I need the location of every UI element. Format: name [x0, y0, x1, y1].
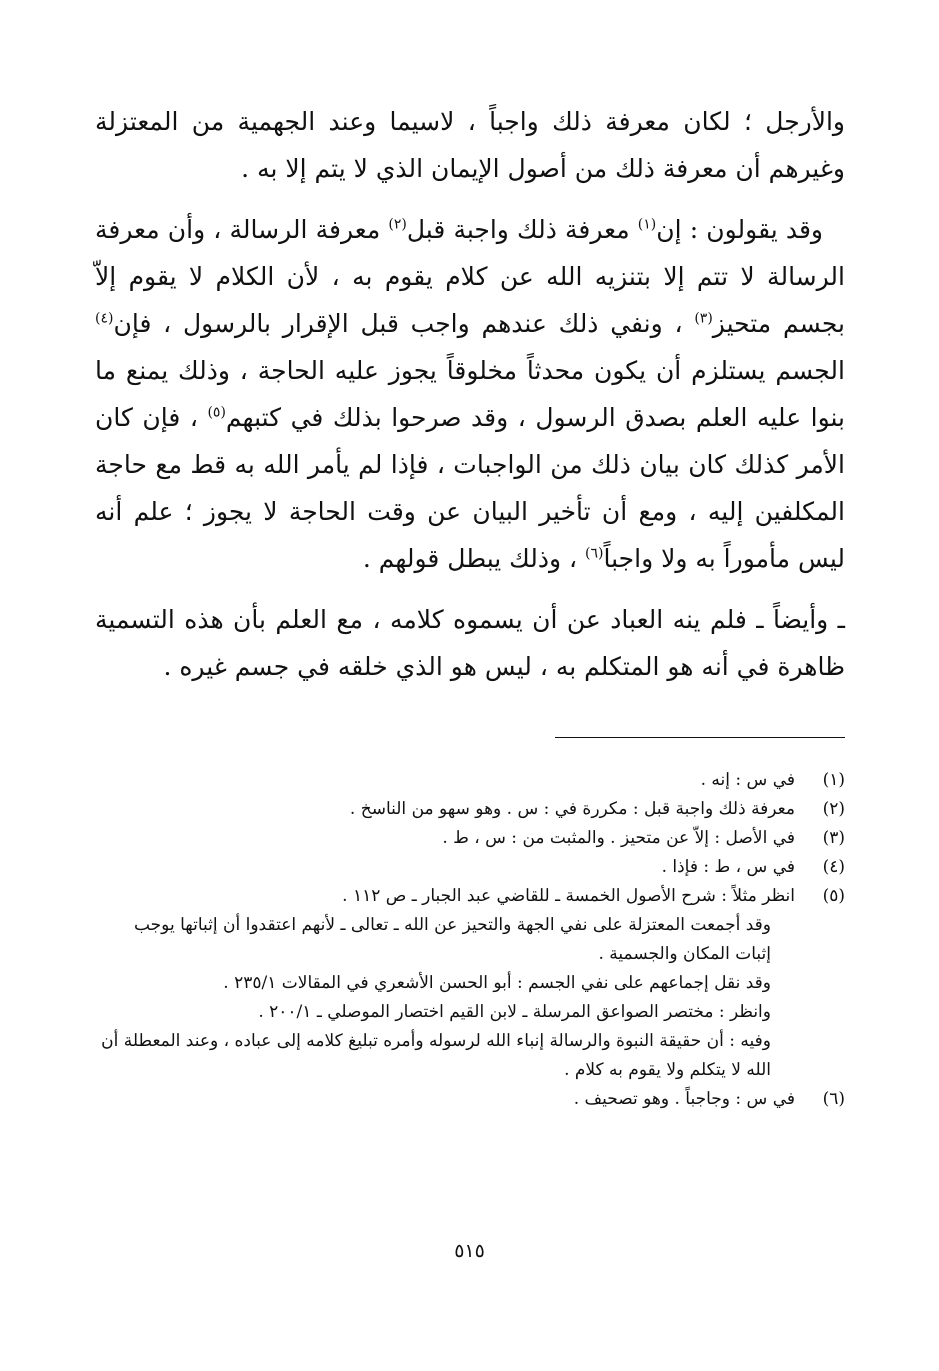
- footnote-5: [95, 882, 845, 911]
- footnote-text: معرفة ذلك واجبة قبل : مكررة في : س . وهو سهو من الناسخ .: [349, 799, 795, 819]
- footnote-ref[interactable]: (٥): [207, 404, 226, 421]
- footnote-text: وانظر : مختصر الصواعق المرسلة ـ لابن القيم اختصار الموصلي ـ ٢٠٠/١ .: [258, 1002, 771, 1022]
- text-run: ـ وأيضاً ـ فلم ينه العباد عن أن يسموه كلامه ، مع العلم بأن هذه التسمية ظاهرة في أنه هو المتكلم به ، ليس هو الذي خلقه في جسم غيره .: [95, 605, 845, 681]
- footnote-5-continuation: [95, 911, 845, 969]
- footnote-5-continuation: [95, 969, 845, 998]
- footnote-3: [95, 824, 845, 853]
- footnote-4: [95, 853, 845, 882]
- text-run: ، فإن كان الأمر كذلك كان بيان ذلك من الواجبات ، فإذا لم يأمر الله به قط مع حاجة المكلفين إليه ، ومع أن تأخير البيان عن وقت الحاجة لا يجوز ؛ علم أنه ليس مأموراً به ولا واجباً: [95, 403, 845, 573]
- footnote-1: [95, 766, 845, 795]
- footnote-number: (١): [822, 770, 845, 790]
- text-run: ، ونفي ذلك عندهم واجب قبل الإقرار بالرسول ، فإن: [113, 309, 695, 338]
- footnote-text: في س : وجاجباً . وهو تصحيف .: [573, 1089, 795, 1109]
- paragraph-2: [95, 206, 845, 582]
- footnote-text: في الأصل : إلاّ عن متحيز . والمثبت من : س ، ط .: [442, 828, 795, 848]
- text-run: ، وذلك يبطل قولهم .: [362, 544, 586, 573]
- footnote-2: [95, 795, 845, 824]
- footnote-ref[interactable]: (٤): [95, 310, 114, 327]
- footnotes: [95, 766, 845, 1114]
- footnote-ref[interactable]: (٢): [388, 216, 407, 233]
- footnote-ref[interactable]: (٣): [694, 310, 713, 327]
- footnote-text: في س : إنه .: [700, 770, 795, 790]
- footnote-number: (٢): [822, 799, 845, 819]
- text-run: الجسم يستلزم أن يكون محدثاً مخلوقاً يجوز عليه الحاجة ، وذلك يمنع ما بنوا عليه العلم بصدق الرسول ، وقد صرحوا بذلك في كتبهم: [95, 356, 845, 432]
- page-number: ٥١٥: [454, 1240, 485, 1262]
- text-run: معرفة الرسالة ، وأن معرفة الرسالة لا تتم إلا بتنزيه الله عن كلام يقوم به ، لأن الكلام لا يقوم إلاّ بجسم متحيز: [95, 215, 845, 338]
- footnote-number: (٤): [822, 857, 845, 877]
- footnote-number: (٥): [822, 886, 845, 906]
- footnote-ref[interactable]: (٦): [585, 545, 604, 562]
- footnote-number: (٣): [822, 828, 845, 848]
- main-text: [95, 98, 845, 704]
- footnote-text: انظر مثلاً : شرح الأصول الخمسة ـ للقاضي عبد الجبار ـ ص ١١٢ .: [342, 886, 795, 906]
- paragraph-1: [95, 98, 845, 192]
- footnote-text: وفيه : أن حقيقة النبوة والرسالة إنباء الله لرسوله وأمره تبليغ كلامه إلى عباده ، وعند المعطلة أن الله لا يتكلم ولا يقوم به كلام .: [101, 1031, 771, 1080]
- footnote-text: في س ، ط : فإذا .: [661, 857, 795, 877]
- footnote-number: (٦): [822, 1089, 845, 1109]
- footnote-text: وقد نقل إجماعهم على نفي الجسم : أبو الحسن الأشعري في المقالات ٢٣٥/١ .: [223, 973, 771, 993]
- paragraph-3: [95, 596, 845, 690]
- text-run: وقد يقولون : إن: [656, 215, 823, 244]
- text-run: معرفة ذلك واجبة قبل: [406, 215, 638, 244]
- footnote-separator: [555, 737, 845, 738]
- footnote-5-continuation: [95, 1027, 845, 1085]
- footnote-6: [95, 1085, 845, 1114]
- footnote-5-continuation: [95, 998, 845, 1027]
- footnote-text: وقد أجمعت المعتزلة على نفي الجهة والتحيز عن الله ـ تعالى ـ لأنهم اعتقدوا أن إثباتها يوجب إثبات المكان والجسمية .: [133, 915, 771, 964]
- footnote-ref[interactable]: (١): [637, 216, 657, 233]
- text-run: والأرجل ؛ لكان معرفة ذلك واجباً ، لاسيما وعند الجهمية من المعتزلة وغيرهم أن معرفة ذلك من أصول الإيمان الذي لا يتم إلا به .: [95, 107, 845, 183]
